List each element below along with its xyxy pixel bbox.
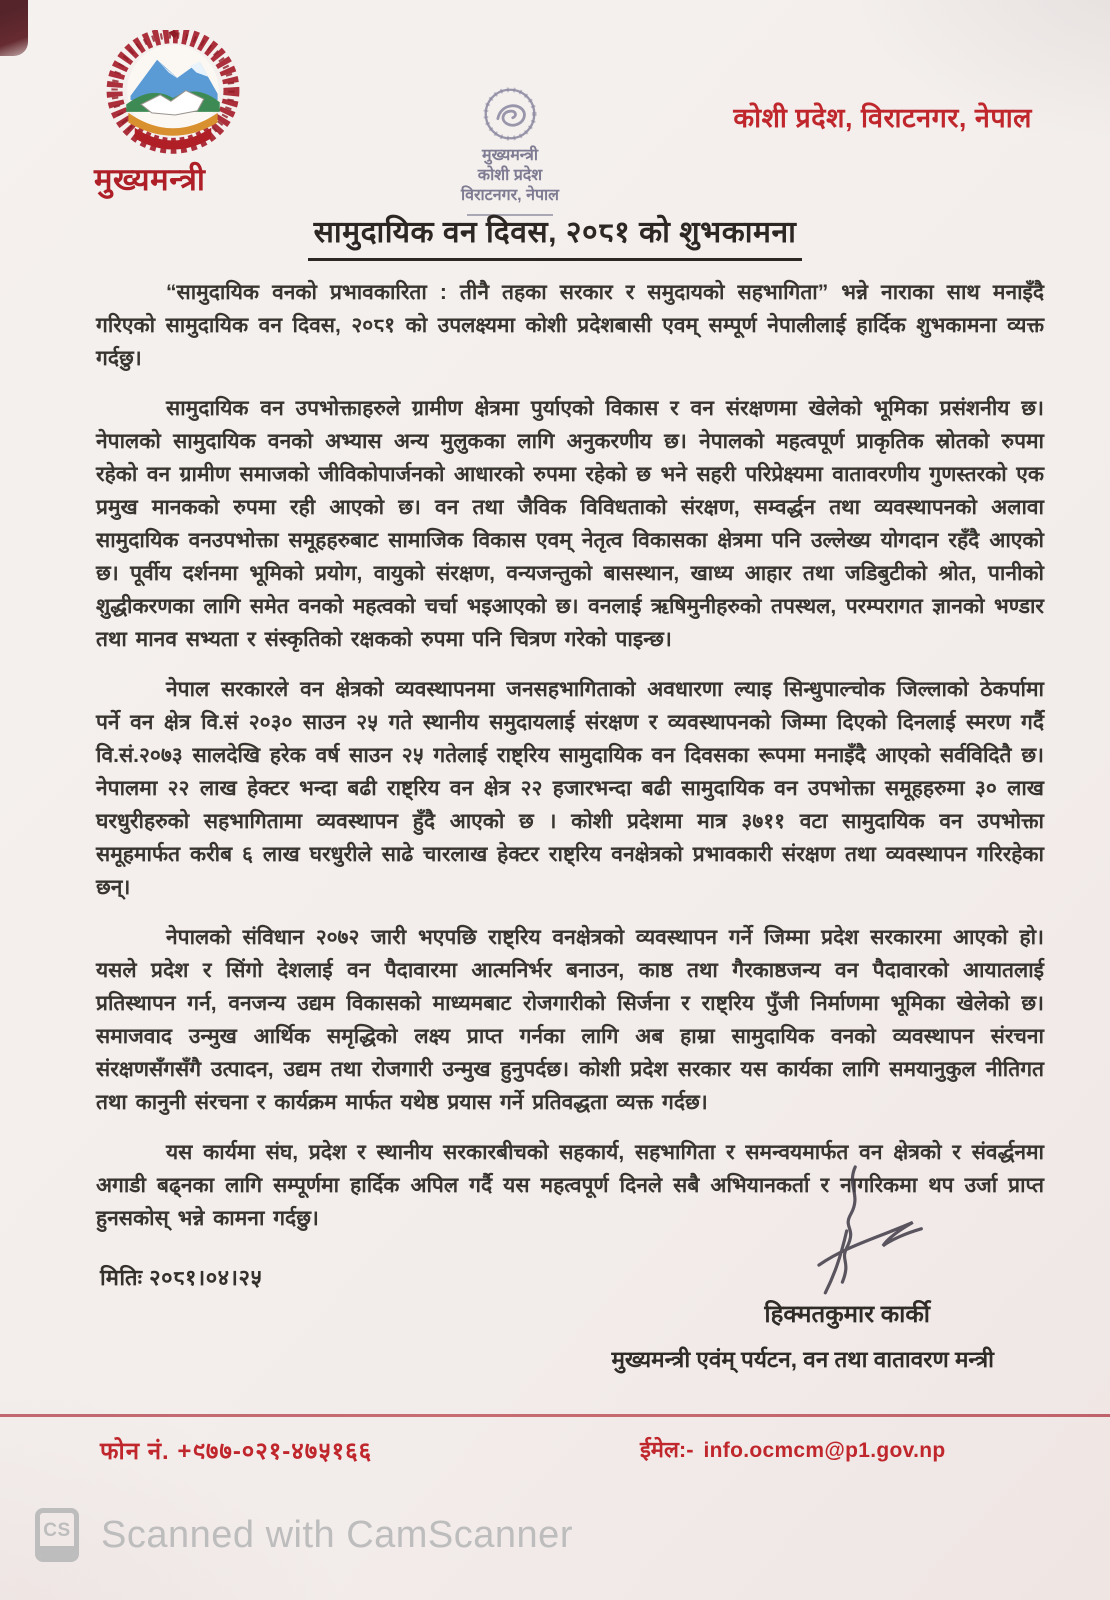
paragraph-constitution-policy: नेपालको संविधान २०७२ जारी भएपछि राष्ट्रिय वनक्षेत्रको व्यवस्थापन गर्ने जिम्मा प्रदेश सरकारमा आएको हो। यसले प्रदेश र सिंगो देशलाई वन पैदावारमा आत्मनिर्भर बनाउन, काष्ठ तथा गैरकाष्ठजन्य वन पैदावारको आयातलाई प्रतिस्थापन गर्न, वनजन्य उद्यम विकासको माध्यमबाट रोजगारीको सिर्जना र राष्ट्रिय पुँजी निर्माणमा भूमिका खेलेको छ। समाजवाद उन्मुख आर्थिक समृद्धिको लक्ष्य प्राप्त गर्नका लागि अब हाम्रा सामुदायिक वनको व्यवस्थापन संरचना संरक्षणसँगसँगै उत्पादन, उद्यम तथा रोजगारी उन्मुख हुनुपर्दछ। कोशी प्रदेश सरकार यस कार्यका लागि समयानुकुल नीतिगत तथा कानुनी संरचना र कार्यक्रम मार्फत यथेष्ठ प्रयास गर्ने प्रतिवद्धता व्यक्त गर्दछ। — [96, 926, 1044, 1114]
letter-title — [0, 210, 1110, 261]
paragraph-greeting: “सामुदायिक वनको प्रभावकारिता : तीनै तहका सरकार र समुदायको सहभागिता” भन्ने नाराका साथ मनाइँदै गरिएको सामुदायिक वन दिवस, २०८१ को उपलक्ष्यमा कोशी प्रदेशबासी एवम् सम्पूर्ण नेपालीलाई हार्दिक शुभकामना व्यक्त गर्दछु। — [96, 281, 1044, 370]
footer-phone: फोन नं. +९७७-०२१-४७५१६६ — [100, 1438, 373, 1465]
nepal-government-emblem-icon — [98, 30, 248, 166]
paragraph-closing-appeal: यस कार्यमा संघ, प्रदेश र स्थानीय सरकारबीचको सहकार्य, सहभागिता र समन्वयमार्फत वन क्षेत्रको र संवर्द्धनमा अगाडी बढ्नका लागि सम्पूर्णमा हार्दिक अपिल गर्दै यस महत्वपूर्ण दिनले सबै अभियानकर्ता र नागरिकमा थप उर्जा प्राप्त हुनसकोस् भन्ने कामना गर्दछु। — [96, 1141, 1044, 1230]
email-address: info.ocmcm@p1.gov.np — [703, 1439, 946, 1462]
camscanner-badge-icon — [35, 1508, 79, 1562]
province-region-line: कोशी प्रदेश, विराटनगर, नेपाल — [733, 103, 1032, 133]
camscanner-badge-bar — [40, 1546, 74, 1557]
emblem-svg — [98, 30, 248, 166]
office-label: मुख्यमन्त्री — [94, 162, 206, 197]
scan-artifact-corner — [0, 0, 28, 56]
signatory-name: हिक्मतकुमार कार्की — [764, 1301, 930, 1328]
handwritten-signature — [772, 1162, 932, 1302]
letter-title-text: सामुदायिक वन दिवस, २०८१ को शुभकामना — [308, 210, 803, 261]
signatory-designation: मुख्यमन्त्री एवंम् पर्यटन, वन तथा वातावरण मन्त्री — [611, 1347, 994, 1372]
seal-line-2: कोशी प्रदेश — [477, 167, 543, 184]
camscanner-label: Scanned with CamScanner — [101, 1513, 573, 1556]
seal-line-3: विराटनगर, नेपाल — [460, 187, 560, 204]
camscanner-badge-text: CS — [43, 1519, 71, 1541]
office-seal-stamp — [415, 86, 605, 216]
seal-emblem-icon — [482, 86, 538, 142]
footer-divider-rule — [0, 1414, 1110, 1417]
paragraph-history-statistics: नेपाल सरकारले वन क्षेत्रको व्यवस्थापनमा जनसहभागिताको अवधारणा ल्याइ सिन्धुपाल्चोक जिल्लाको ठेकर्पामा पर्ने वन क्षेत्र वि.सं २०३० साउन २५ गते स्थानीय समुदायलाई संरक्षण र व्यवस्थापनको जिम्मा दिएको दिनलाई स्मरण गर्दै वि.सं.२०७३ सालदेखि हरेक वर्ष साउन २५ गतेलाई राष्ट्रिय सामुदायिक वन दिवसका रूपमा मनाइँदै आएको सर्वविदितै छ। नेपालमा २२ लाख हेक्टर भन्दा बढी राष्ट्रिय वन क्षेत्र २२ हजारभन्दा बढी सामुदायिक वन उपभोक्ता समूहहरुमा ३० लाख घरधुरीहरुको सहभागितामा व्यवस्थापन हुँदै आएको छ । कोशी प्रदेशमा मात्र ३७११ वटा सामुदायिक वन उपभोक्ता समूहमार्फत करीब ६ लाख घरधुरीले साढे चारलाख हेक्टर राष्ट्रिय वनक्षेत्रको प्रभावकारी संरक्षण तथा व्यवस्थापन गरिरहेका छन्। — [96, 678, 1044, 899]
email-label: ईमेल:- — [640, 1437, 694, 1462]
camscanner-watermark — [35, 1508, 573, 1562]
date-line: मितिः २०८१।०४।२५ — [100, 1265, 263, 1290]
paragraph-community-forest-role: सामुदायिक वन उपभोक्ताहरुले ग्रामीण क्षेत्रमा पुर्याएको विकास र वन संरक्षणमा खेलेको भूमिका प्रसंशनीय छ। नेपालको सामुदायिक वनको अभ्यास अन्य मुलुकका लागि अनुकरणीय छ। नेपालको महत्वपूर्ण प्राकृतिक स्रोतको रुपमा रहेको वन ग्रामीण समाजको जीविकोपार्जनको आधारको रुपमा रहेको छ भने सहरी परिप्रेक्ष्यमा वातावरणीय गुणस्तरको एक प्रमुख मानकको रुपमा रही आएको छ। वन तथा जैविक विविधताको संरक्षण, सम्वर्द्धन तथा व्यवस्थापनको अलावा सामुदायिक वनउपभोक्ता समूहहरुबाट सामाजिक विकास एवम् नेतृत्व विकासका क्षेत्रमा पनि उल्लेख्य योगदान रहँदै आएको छ। पूर्वीय दर्शनमा भूमिको प्रयोग, वायुको संरक्षण, वन्यजन्तुको बासस्थान, खाध्य आहार तथा जडिबुटीको श्रोत, पानीको शुद्धीकरणका लागि समेत वनको महत्वको चर्चा भइआएको छ। वनलाई ऋषिमुनीहरुको तपस्थल, परम्परागत ज्ञानको भण्डार तथा मानव सभ्यता र संस्कृतिको रक्षकको रुपमा पनि चित्रण गरेको पाइन्छ। — [96, 397, 1044, 651]
seal-line-1: मुख्यमन्त्री — [482, 147, 538, 164]
footer-email — [640, 1434, 945, 1464]
letter-body — [96, 276, 1044, 1252]
signature-icon — [772, 1162, 932, 1302]
